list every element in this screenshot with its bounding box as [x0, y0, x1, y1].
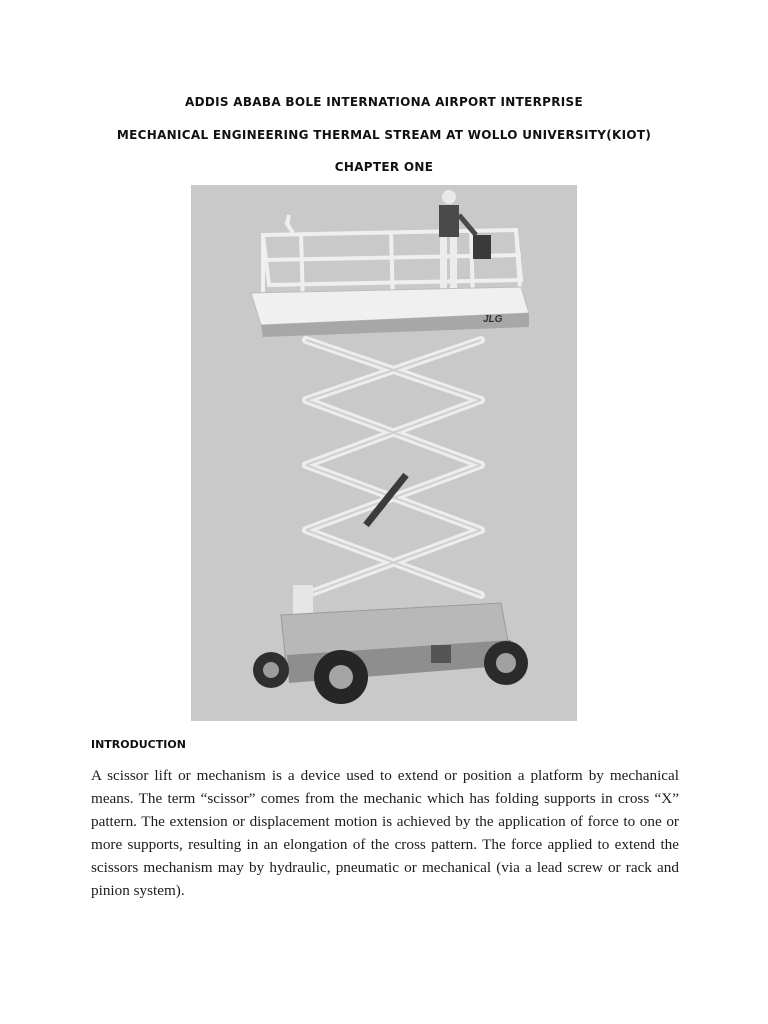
scissor-lift-figure [191, 185, 577, 721]
scissor-arm-outline [306, 340, 481, 595]
platform-deck [251, 287, 529, 337]
document-heading-department: MECHANICAL ENGINEERING THERMAL STREAM AT WOLLO UNIVERSITY(KIOT) [116, 128, 652, 142]
scissor-arms [306, 340, 481, 595]
introduction-paragraph: A scissor lift or mechanism is a device used to extend or position a platform by mechanical means. The term “scissor” comes from the mechanic which has folding supports in cross “X” pattern. The extension or displacement motion is achieved by the application of force to one or more supports, resulting in an elongation of the cross pattern. The force applied to extend the scissors mechanism may by hydraulic, pneumatic or mechanical (via a lead screw or rack and pinion system). [91, 767, 679, 899]
document-heading-organization: ADDIS ABABA BOLE INTERNATIONA AIRPORT INTERPRISE [184, 95, 583, 109]
chapter-heading: CHAPTER ONE [334, 160, 434, 174]
scissor-lift-illustration [191, 185, 577, 721]
section-title-introduction: INTRODUCTION [91, 738, 186, 751]
worker-figure [439, 190, 491, 302]
brand-mark: JLG [483, 314, 503, 325]
